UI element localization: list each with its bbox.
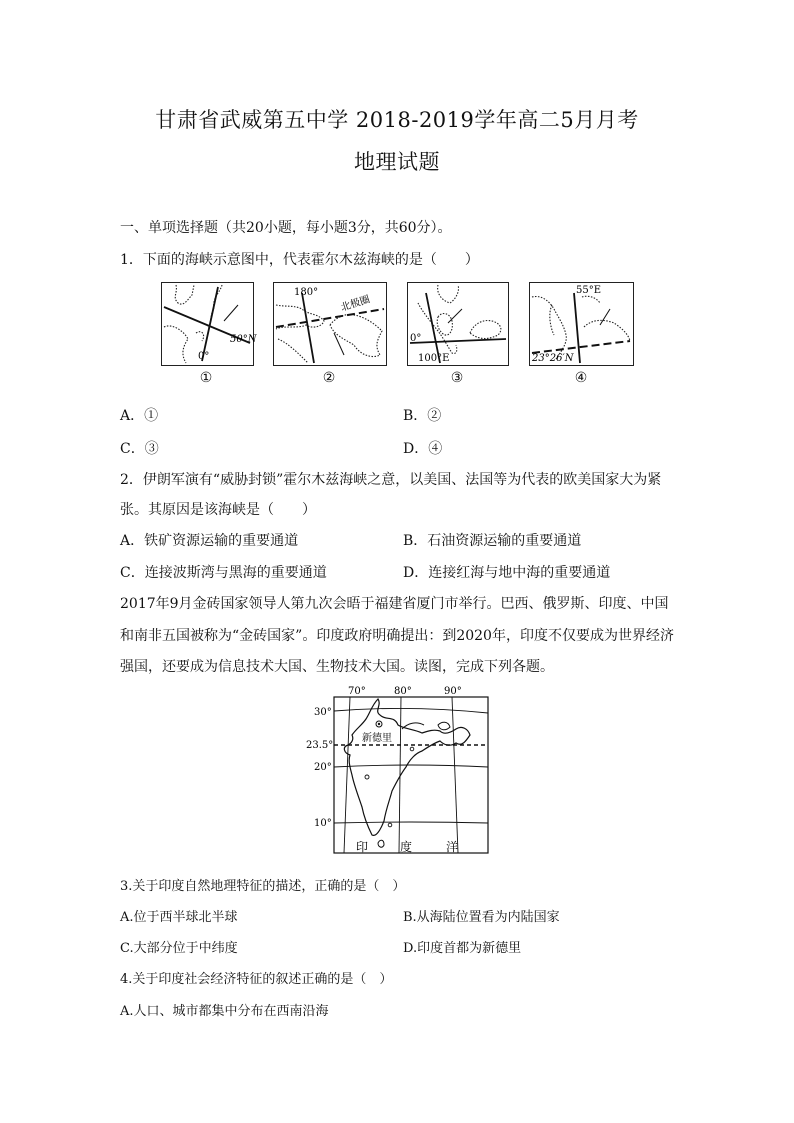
q3-option-a: A.位于西半球北半球 [120, 910, 238, 925]
q2-option-a: A．铁矿资源运输的重要通道 [120, 533, 299, 549]
map4-lat-label: 23°26′N [532, 353, 574, 364]
passage-line-1: 2017年9月金砖国家领导人第九次会晤于福建省厦门市举行。巴西、俄罗斯、印度、中国 [120, 596, 669, 612]
question-2-stem-line1: 2．伊朗军演有“威胁封锁”霍尔木兹海峡之意，以美国、法国等为代表的欧美国家大为紧 [120, 472, 662, 488]
map3-caption: ③ [450, 370, 464, 386]
ocean-label-3: 洋 [446, 840, 459, 854]
strait-map-1 [161, 282, 257, 366]
q3-option-c: C.大部分位于中纬度 [120, 941, 238, 956]
strait-map-4 [529, 282, 634, 366]
question-3-stem: 3.关于印度自然地理特征的描述，正确的是（ ） [120, 879, 406, 894]
q3-option-d: D.印度首都为新德里 [403, 941, 522, 956]
q1-option-a: A．① [120, 408, 159, 424]
q1-option-b: B．② [403, 408, 442, 424]
strait-map-2 [273, 282, 387, 366]
strait-map-3 [407, 282, 509, 366]
q2-option-c: C．连接波斯湾与黑海的重要通道 [120, 565, 327, 581]
q2-option-d: D．连接红海与地中海的重要通道 [403, 565, 611, 581]
ocean-label-2: 度 [400, 840, 413, 854]
city-label: 新德里 [362, 733, 392, 744]
map1-caption: ① [199, 370, 213, 386]
map3-lat-label: 0° [410, 333, 422, 344]
ocean-label-1: 印 [356, 840, 369, 854]
map1-lat-label: 50°N [230, 334, 257, 345]
lon-label-80: 80° [394, 686, 412, 697]
q2-option-b: B．石油资源运输的重要通道 [403, 533, 582, 549]
passage-line-2: 和南非五国被称为“金砖国家”。印度政府明确提出：到2020年，印度不仅要成为世界经济 [120, 628, 674, 644]
map1-lon-label: 0° [198, 351, 210, 362]
lon-label-90: 90° [444, 686, 462, 697]
map4-caption: ④ [574, 370, 588, 386]
question-1-stem: 1．下面的海峡示意图中，代表霍尔木兹海峡的是（ ） [120, 252, 479, 268]
page-subtitle: 地理试题 [354, 150, 440, 174]
lat-label-20: 20° [314, 762, 332, 773]
q4-option-a: A.人口、城市都集中分布在西南沿海 [120, 1004, 329, 1019]
question-4-stem: 4.关于印度社会经济特征的叙述正确的是（ ） [120, 972, 393, 987]
map4-lon-label: 55°E [576, 285, 602, 296]
map2-circle-label: 北极圈 [339, 294, 372, 314]
india-map [300, 685, 492, 857]
lat-label-10: 10° [314, 818, 332, 829]
map2-lon-label: 180° [294, 287, 319, 298]
lon-label-70: 70° [348, 686, 366, 697]
map2-caption: ② [322, 370, 336, 386]
q1-option-c: C．③ [120, 441, 159, 457]
page-title: 甘肃省武威第五中学 2018-2019学年高二5月月考 [155, 108, 639, 132]
lat-label-23-5: 23.5° [306, 740, 334, 751]
q1-option-d: D．④ [403, 441, 443, 457]
section-heading: 一、单项选择题（共20小题，每小题3分，共60分）。 [120, 220, 452, 236]
map3-lon-label: 100°E [418, 353, 450, 364]
question-2-stem-line2: 张。其原因是该海峡是（ ） [120, 502, 316, 518]
passage-line-3: 强国，还要成为信息技术大国、生物技术大国。读图，完成下列各题。 [120, 659, 554, 675]
lat-label-30: 30° [314, 707, 332, 718]
q3-option-b: B.从海陆位置看为内陆国家 [403, 910, 560, 925]
